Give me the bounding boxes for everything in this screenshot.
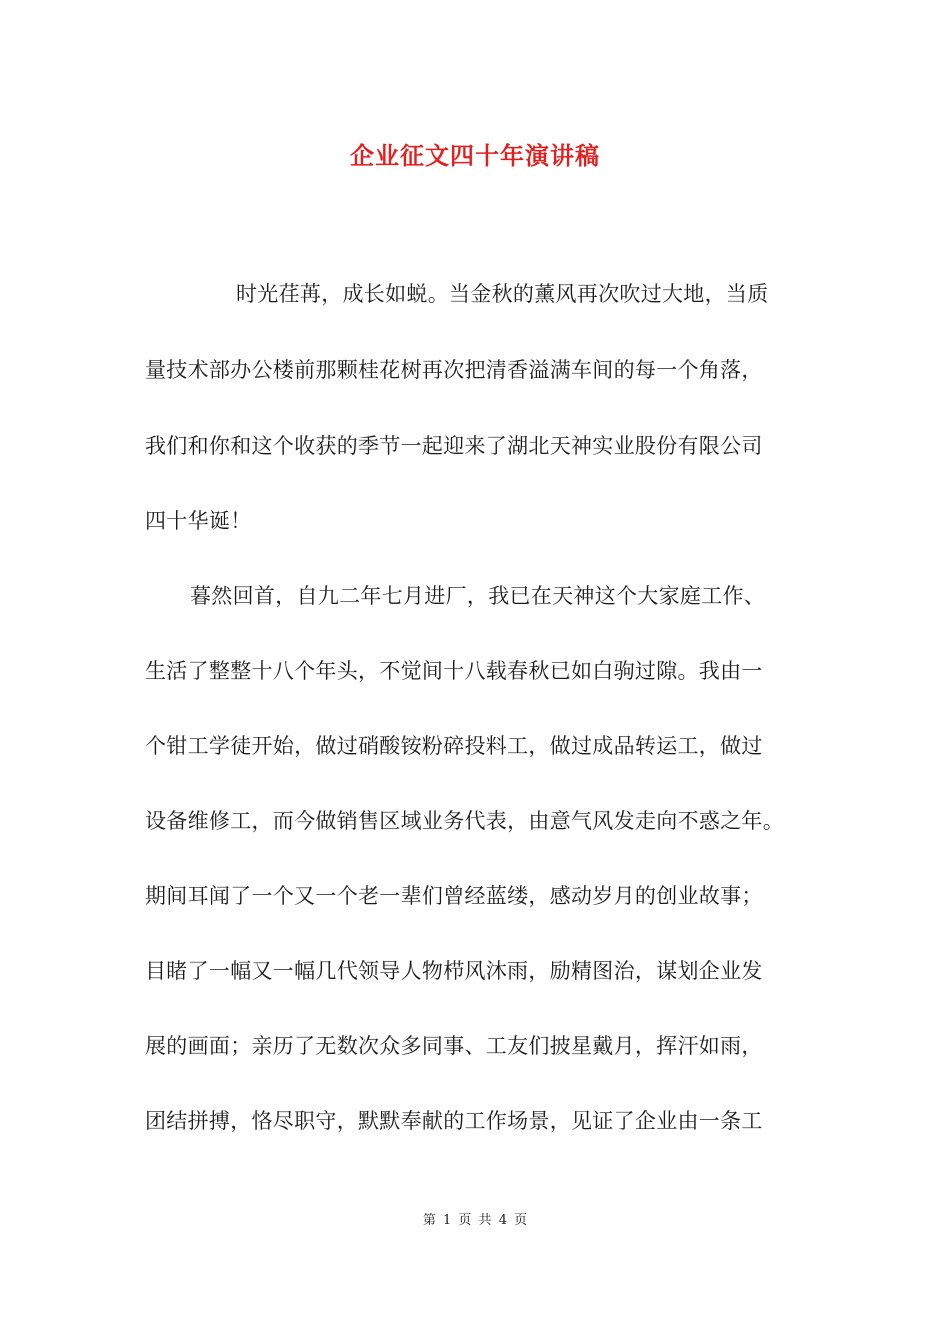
paragraph-line: 设备维修工，而今做销售区域业务代表，由意气风发走向不惑之年。 <box>145 809 784 833</box>
page-number-footer: 第 1 页 共 4 页 <box>422 1213 528 1228</box>
paragraph-line: 展的画面；亲历了无数次众多同事、工友们披星戴月，挥汗如雨， <box>145 1034 763 1058</box>
paragraph-line: 量技术部办公楼前那颗桂花树再次把清香溢满车间的每一个角落， <box>145 358 763 382</box>
paragraph-line: 时光荏苒，成长如蜕。当金秋的薰风再次吹过大地，当质 <box>236 282 769 306</box>
paragraph-line: 个钳工学徒开始，做过硝酸铵粉碎投料工，做过成品转运工，做过 <box>145 734 763 758</box>
paragraph-line: 目睹了一幅又一幅几代领导人物栉风沐雨，励精图治，谋划企业发 <box>145 959 763 983</box>
paragraph-line: 期间耳闻了一个又一个老一辈们曾经蓝缕，感动岁月的创业故事； <box>145 884 763 908</box>
paragraph-line: 生活了整整十八个年头，不觉间十八载春秋已如白驹过隙。我由一 <box>145 659 763 683</box>
paragraph-line: 团结拼搏，恪尽职守，默默奉献的工作场景，见证了企业由一条工 <box>145 1109 763 1133</box>
document-title: 企业征文四十年演讲稿 <box>350 141 600 170</box>
paragraph-line: 四十华诞！ <box>145 509 252 533</box>
paragraph-line: 暮然回首，自九二年七月进厂，我已在天神这个大家庭工作、 <box>190 584 766 608</box>
paragraph-line: 我们和你和这个收获的季节一起迎来了湖北天神实业股份有限公司 <box>145 434 763 458</box>
